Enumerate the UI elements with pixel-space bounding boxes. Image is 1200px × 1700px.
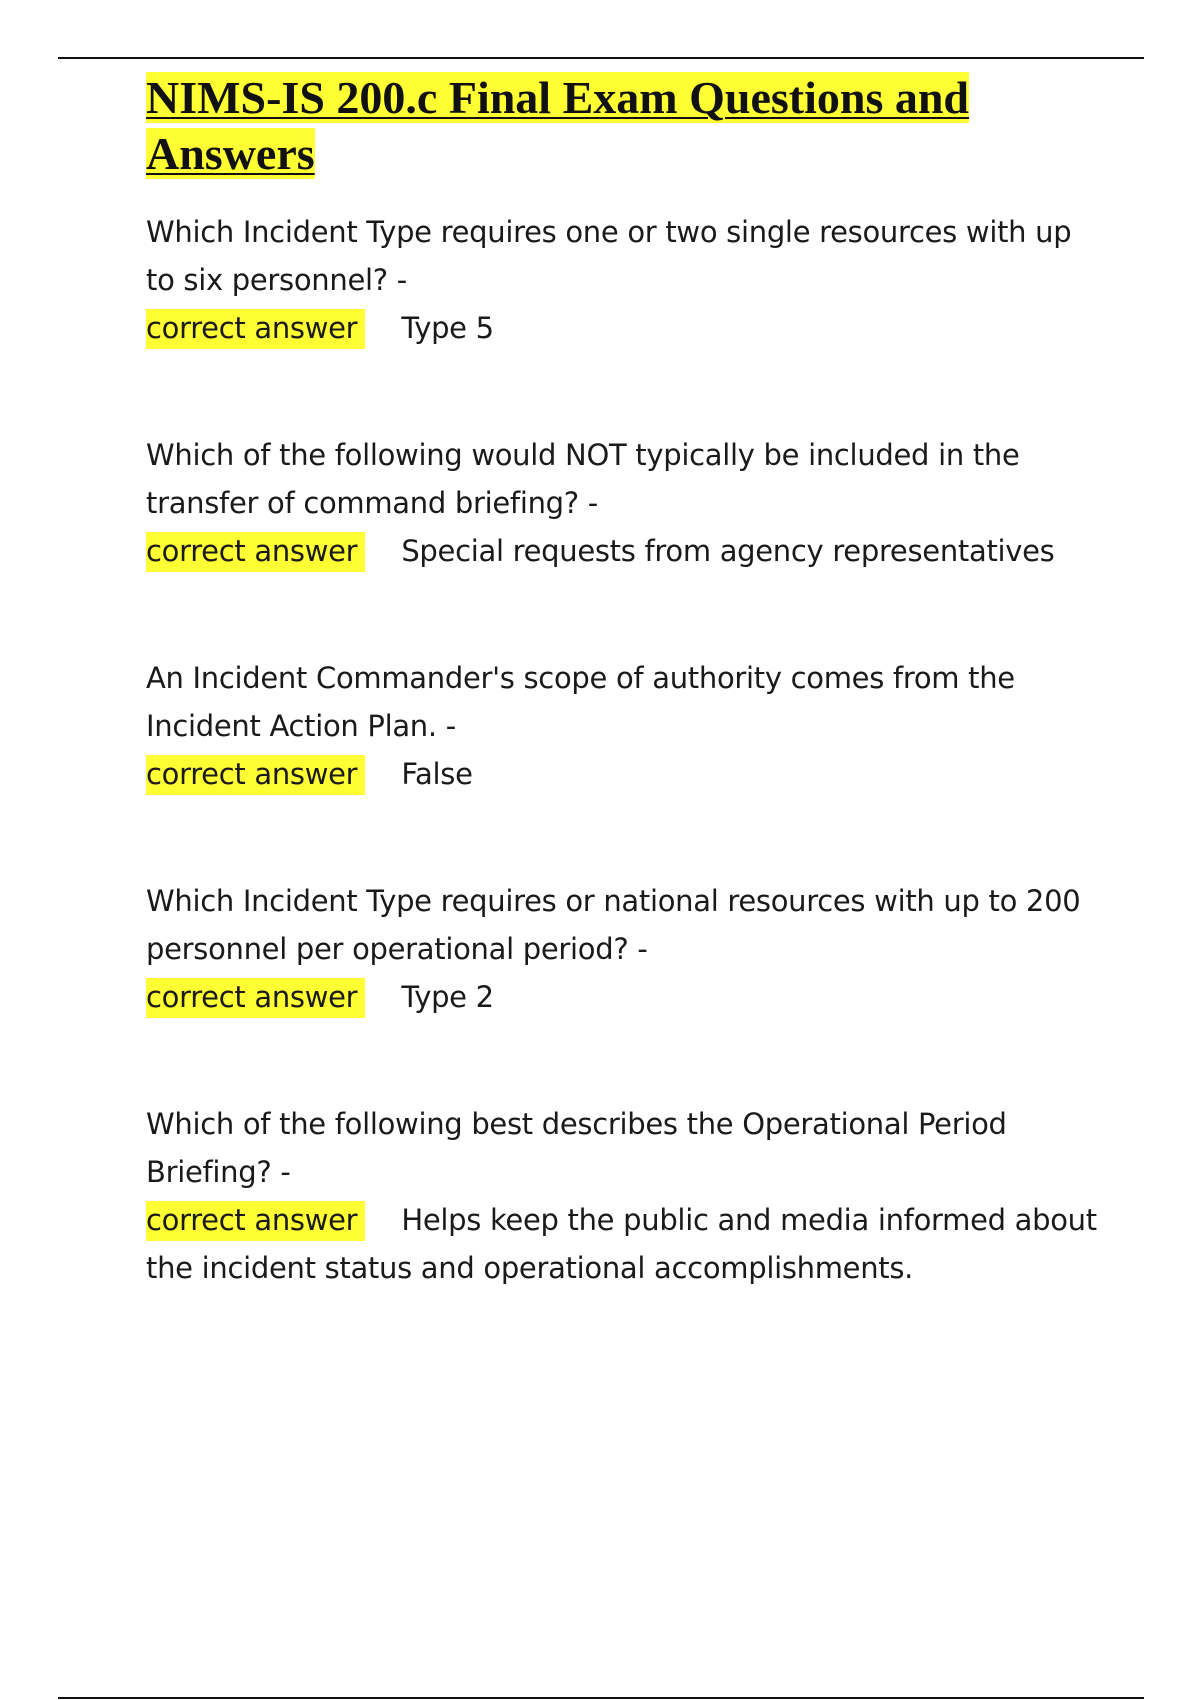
- answer-text: Type 2: [401, 980, 494, 1014]
- answer-line: [146, 973, 1106, 1021]
- qa-item: [146, 208, 1106, 352]
- correct-answer-label: correct answer: [146, 1201, 365, 1241]
- answer-text: Helps keep the public and media informed about the incident status and operational accomplishments.: [146, 1203, 1097, 1285]
- qa-item: [146, 877, 1106, 1021]
- answer-text: Special requests from agency representatives: [401, 534, 1055, 568]
- question-text: Which Incident Type requires one or two single resources with up to six personnel? -: [146, 215, 1072, 297]
- qa-item: [146, 1100, 1106, 1292]
- answer-line: [146, 527, 1106, 575]
- qa-item: [146, 654, 1106, 798]
- question-text: Which of the following would NOT typically be included in the transfer of command briefing? -: [146, 438, 1020, 520]
- qa-item: [146, 431, 1106, 575]
- top-rule: [58, 57, 1144, 59]
- title-text: NIMS-IS 200.c Final Exam Questions and Answers: [146, 72, 970, 179]
- question-text: Which of the following best describes the Operational Period Briefing? -: [146, 1107, 1007, 1189]
- answer-line: [146, 750, 1106, 798]
- correct-answer-label: correct answer: [146, 309, 365, 349]
- question-text: Which Incident Type requires or national resources with up to 200 personnel per operational period? -: [146, 884, 1081, 966]
- document-body: [146, 70, 1106, 1292]
- correct-answer-label: correct answer: [146, 755, 365, 795]
- qa-list: [146, 208, 1106, 1292]
- answer-text: False: [401, 757, 473, 791]
- correct-answer-label: correct answer: [146, 978, 365, 1018]
- answer-line: [146, 1196, 1106, 1292]
- document-title: [146, 70, 1106, 182]
- question-text: An Incident Commander's scope of authority comes from the Incident Action Plan. -: [146, 661, 1015, 743]
- correct-answer-label: correct answer: [146, 532, 365, 572]
- answer-line: [146, 304, 1106, 352]
- answer-text: Type 5: [401, 311, 494, 345]
- bottom-rule: [58, 1697, 1144, 1699]
